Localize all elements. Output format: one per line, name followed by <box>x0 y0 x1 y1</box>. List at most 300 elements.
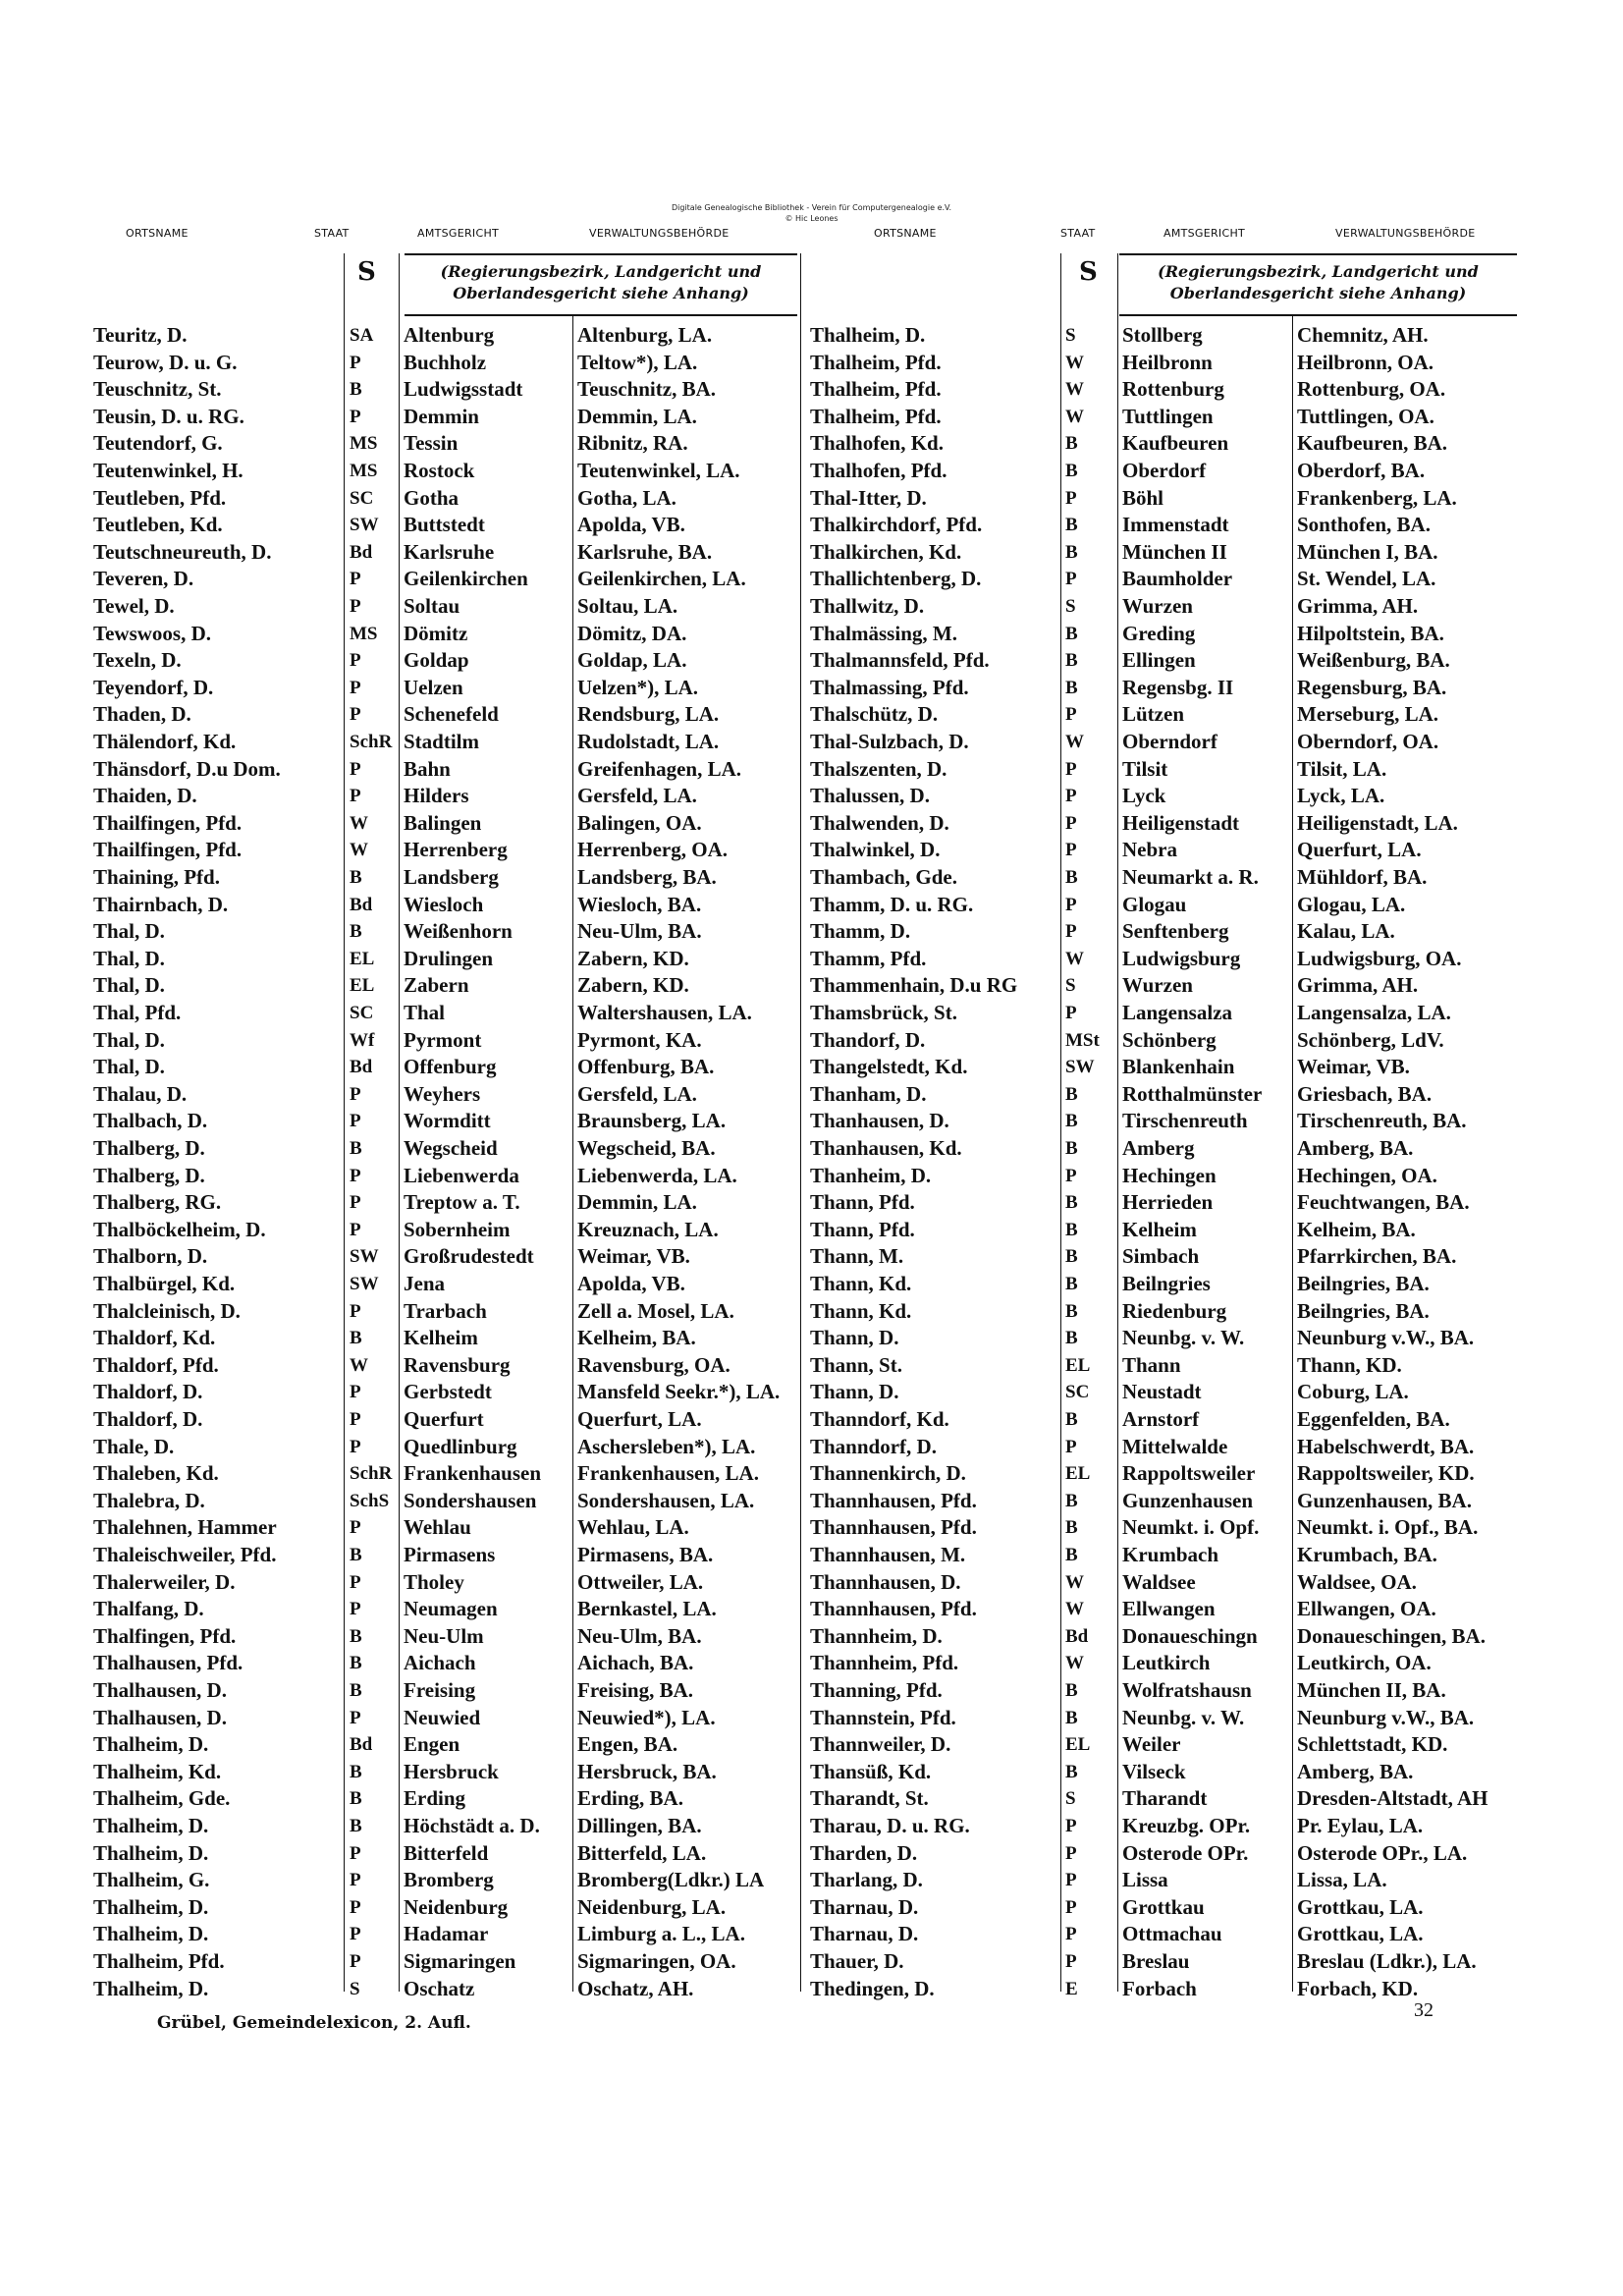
verwaltungsbehoerde-cell: Kreuznach, LA. <box>577 1217 719 1241</box>
verwaltungsbehoerde-cell: Uelzen*), LA. <box>577 675 699 699</box>
staat-cell: B <box>350 921 362 943</box>
verwaltungsbehoerde-cell: Querfurt, LA. <box>1297 838 1422 862</box>
staat-cell: W <box>1065 948 1084 969</box>
verwaltungsbehoerde-cell: Hersbruck, BA. <box>577 1759 717 1783</box>
staat-cell: P <box>1065 812 1077 834</box>
ortsname-cell: Thalau, D. <box>93 1081 188 1106</box>
verwaltungsbehoerde-cell: Apolda, VB. <box>577 513 685 537</box>
staat-cell: P <box>350 1436 361 1457</box>
ortsname-cell: Thanhausen, Kd. <box>810 1136 962 1160</box>
staat-cell: B <box>1065 867 1078 888</box>
ortsname-cell: Thalwenden, D. <box>810 810 949 835</box>
amtsgericht-cell: Engen <box>404 1732 460 1757</box>
staat-cell: B <box>1065 1246 1078 1268</box>
verwaltungsbehoerde-cell: Chemnitz, AH. <box>1297 323 1429 347</box>
amtsgericht-cell: Quedlinburg <box>404 1434 517 1458</box>
amtsgericht-cell: Thann <box>1122 1352 1181 1377</box>
amtsgericht-cell: Amberg <box>1122 1136 1195 1160</box>
staat-cell: B <box>1065 1545 1078 1565</box>
staat-cell: B <box>1065 1300 1078 1322</box>
amtsgericht-cell: Großrudestedt <box>404 1244 534 1269</box>
ortsname-cell: Teutschneureuth, D. <box>93 539 272 564</box>
staat-cell: P <box>350 1111 361 1132</box>
ortsname-cell: Thambach, Gde. <box>810 865 957 889</box>
verwaltungsbehoerde-cell: Neunburg v.W., BA. <box>1297 1705 1475 1729</box>
ortsname-cell: Thalheim, D. <box>810 323 926 347</box>
amtsgericht-cell: Kelheim <box>1122 1217 1197 1241</box>
verwaltungsbehoerde-cell: Zabern, KD. <box>577 973 689 998</box>
ortsname-cell: Thalheim, Pfd. <box>93 1949 225 1973</box>
amtsgericht-cell: Ravensburg <box>404 1352 511 1377</box>
header-staat-left: STAAT <box>314 227 350 240</box>
amtsgericht-cell: Neumkt. i. Opf. <box>1122 1515 1260 1540</box>
amtsgericht-cell: Waldsee <box>1122 1569 1196 1594</box>
verwaltungsbehoerde-cell: Querfurt, LA. <box>577 1407 702 1431</box>
ortsname-cell: Thamsbrück, St. <box>810 1001 957 1024</box>
staat-cell: B <box>1065 1274 1078 1294</box>
verwaltungsbehoerde-cell: München II, BA. <box>1297 1678 1446 1702</box>
verwaltungsbehoerde-cell: Waltershausen, LA. <box>577 1001 752 1024</box>
verwaltungsbehoerde-cell: Schönberg, LdV. <box>1297 1027 1444 1052</box>
staat-cell: B <box>1065 1328 1078 1349</box>
staat-cell: MS <box>350 623 378 644</box>
verwaltungsbehoerde-cell: Ludwigsburg, OA. <box>1297 946 1462 970</box>
ortsname-cell: Thalhausen, Pfd. <box>93 1651 243 1675</box>
ortsname-cell: Tharnau, D. <box>810 1894 919 1919</box>
amtsgericht-cell: Kelheim <box>404 1326 478 1350</box>
amtsgericht-cell: Ludwigsstadt <box>404 377 523 402</box>
ortsname-cell: Thaldorf, Kd. <box>93 1326 216 1350</box>
ortsname-cell: Texeln, D. <box>93 648 182 673</box>
amtsgericht-cell: Tharandt <box>1122 1786 1208 1811</box>
staat-cell: P <box>1065 1870 1077 1891</box>
verwaltungsbehoerde-cell: Zell a. Mosel, LA. <box>577 1298 734 1323</box>
verwaltungsbehoerde-cell: München I, BA. <box>1297 539 1438 564</box>
amtsgericht-cell: Landsberg <box>404 865 499 889</box>
verwaltungsbehoerde-cell: Ravensburg, OA. <box>577 1352 730 1377</box>
staat-cell: SW <box>350 515 379 536</box>
ortsname-cell: Thaleischweiler, Pfd. <box>93 1543 277 1566</box>
verwaltungsbehoerde-cell: Glogau, LA. <box>1297 892 1406 916</box>
amtsgericht-cell: Ludwigsburg <box>1122 946 1241 970</box>
verwaltungsbehoerde-cell: Beilngries, BA. <box>1297 1272 1430 1295</box>
amtsgericht-cell: Schenefeld <box>404 702 499 727</box>
staat-cell: S <box>1065 325 1076 346</box>
verwaltungsbehoerde-cell: Demmin, LA. <box>577 404 697 428</box>
verwaltungsbehoerde-cell: Weißenburg, BA. <box>1297 648 1450 673</box>
ortsname-cell: Thalcleinisch, D. <box>93 1298 241 1323</box>
ortsname-cell: Thalheim, D. <box>93 1922 209 1946</box>
amtsgericht-cell: Glogau <box>1122 892 1187 916</box>
verwaltungsbehoerde-cell: Lissa, LA. <box>1297 1868 1387 1892</box>
staat-cell: B <box>1065 1680 1078 1701</box>
staat-cell: MS <box>350 461 378 481</box>
ortsname-cell: Thalmässing, M. <box>810 621 957 645</box>
staat-cell: SchR <box>350 1463 393 1485</box>
ortsname-cell: Thalschütz, D. <box>810 702 939 727</box>
amtsgericht-cell: Liebenwerda <box>404 1163 519 1187</box>
staat-cell: SC <box>1065 1382 1090 1403</box>
staat-cell: SW <box>350 1274 379 1294</box>
staat-cell: P <box>350 1192 361 1214</box>
staat-cell: P <box>350 1599 361 1620</box>
verwaltungsbehoerde-cell: Teuschnitz, BA. <box>577 377 717 402</box>
verwaltungsbehoerde-cell: Gunzenhausen, BA. <box>1297 1488 1472 1512</box>
amtsgericht-cell: Sigmaringen <box>404 1949 516 1973</box>
amtsgericht-cell: Aichach <box>404 1651 476 1675</box>
ortsname-cell: Thalheim, G. <box>93 1868 210 1892</box>
subheader-note-line2-left: Oberlandesgericht siehe Anhang) <box>453 284 749 302</box>
verwaltungsbehoerde-cell: Weimar, VB. <box>577 1244 690 1269</box>
verwaltungsbehoerde-cell: Frankenberg, LA. <box>1297 485 1457 510</box>
verwaltungsbehoerde-cell: Griesbach, BA. <box>1297 1081 1433 1106</box>
amtsgericht-cell: Neuwied <box>404 1705 481 1729</box>
watermark-line-2: © Hic Leones <box>784 214 839 223</box>
staat-cell: P <box>350 758 361 780</box>
staat-cell: P <box>1065 1951 1077 1972</box>
ortsname-cell: Thann, St. <box>810 1352 902 1377</box>
amtsgericht-cell: Neidenburg <box>404 1894 509 1919</box>
staat-cell: Bd <box>1065 1625 1089 1647</box>
staat-cell: SC <box>350 1003 374 1023</box>
amtsgericht-cell: Kreuzbg. OPr. <box>1122 1814 1251 1837</box>
verwaltungsbehoerde-cell: Feuchtwangen, BA. <box>1297 1190 1470 1215</box>
amtsgericht-cell: Frankenhausen <box>404 1461 542 1486</box>
ortsname-cell: Thälendorf, Kd. <box>93 730 237 753</box>
amtsgericht-cell: Jena <box>404 1272 445 1295</box>
staat-cell: P <box>350 569 361 590</box>
amtsgericht-cell: Neunbg. v. W. <box>1122 1326 1245 1350</box>
staat-cell: W <box>1065 406 1084 427</box>
ortsname-cell: Thannheim, Pfd. <box>810 1651 959 1675</box>
amtsgericht-cell: Neumarkt a. R. <box>1122 865 1259 889</box>
staat-cell: EL <box>1065 1354 1091 1376</box>
ortsname-cell: Thann, D. <box>810 1380 899 1404</box>
verwaltungsbehoerde-cell: Rudolstadt, LA. <box>577 730 720 753</box>
staat-symbol-right: S <box>1079 257 1098 287</box>
verwaltungsbehoerde-cell: Langensalza, LA. <box>1297 1001 1451 1024</box>
amtsgericht-cell: Höchstädt a. D. <box>404 1814 540 1837</box>
amtsgericht-cell: Gunzenhausen <box>1122 1488 1254 1512</box>
ortsname-cell: Thalberg, D. <box>93 1136 205 1160</box>
amtsgericht-cell: Erding <box>404 1786 466 1811</box>
header-ortsname-left: ORTSNAME <box>126 227 189 240</box>
amtsgericht-cell: Rottenburg <box>1122 377 1224 402</box>
staat-cell: Bd <box>350 894 373 915</box>
amtsgericht-cell: Pyrmont <box>404 1027 482 1052</box>
staat-cell: B <box>1065 461 1078 481</box>
amtsgericht-cell: Tuttlingen <box>1122 404 1214 428</box>
amtsgericht-cell: Leutkirch <box>1122 1651 1211 1675</box>
verwaltungsbehoerde-cell: Zabern, KD. <box>577 946 689 970</box>
verwaltungsbehoerde-cell: Tirschenreuth, BA. <box>1297 1109 1467 1133</box>
ortsname-cell: Teutleben, Kd. <box>93 513 223 537</box>
verwaltungsbehoerde-cell: Schlettstadt, KD. <box>1297 1732 1448 1757</box>
verwaltungsbehoerde-cell: Neidenburg, LA. <box>577 1894 727 1919</box>
staat-cell: B <box>350 1625 362 1647</box>
staat-cell: P <box>350 677 361 698</box>
amtsgericht-cell: Bahn <box>404 756 451 781</box>
ortsname-cell: Thann, Pfd. <box>810 1190 915 1215</box>
verwaltungsbehoerde-cell: Wehlau, LA. <box>577 1515 689 1540</box>
staat-cell: P <box>350 704 361 726</box>
verwaltungsbehoerde-cell: Tilsit, LA. <box>1297 756 1387 781</box>
ortsname-cell: Thal, D. <box>93 919 165 944</box>
staat-cell: P <box>350 352 361 373</box>
amtsgericht-cell: Pirmasens <box>404 1543 496 1566</box>
ortsname-cell: Thalborn, D. <box>93 1244 208 1269</box>
verwaltungsbehoerde-cell: Neuwied*), LA. <box>577 1705 716 1729</box>
amtsgericht-cell: Simbach <box>1122 1244 1200 1269</box>
verwaltungsbehoerde-cell: Rappoltsweiler, KD. <box>1297 1461 1475 1486</box>
staat-cell: B <box>1065 433 1078 455</box>
verwaltungsbehoerde-cell: Aichach, BA. <box>577 1651 694 1675</box>
subheader-box-left <box>405 253 797 316</box>
ortsname-cell: Thalheim, D. <box>93 1814 209 1837</box>
staat-cell: W <box>1065 1599 1084 1620</box>
staat-cell: B <box>1065 541 1078 563</box>
rule-verwaltung-right <box>1292 314 1293 1992</box>
rule-middle <box>800 253 801 1992</box>
staat-cell: B <box>1065 1192 1078 1214</box>
verwaltungsbehoerde-cell: Beilngries, BA. <box>1297 1298 1430 1323</box>
verwaltungsbehoerde-cell: Wegscheid, BA. <box>577 1136 716 1160</box>
page-number: 32 <box>1414 1999 1434 2021</box>
staat-cell: B <box>350 1761 362 1782</box>
verwaltungsbehoerde-cell: Coburg, LA. <box>1297 1380 1409 1404</box>
verwaltungsbehoerde-cell: Offenburg, BA. <box>577 1055 715 1079</box>
amtsgericht-cell: Heilbronn <box>1122 350 1213 374</box>
verwaltungsbehoerde-cell: Goldap, LA. <box>577 648 687 673</box>
verwaltungsbehoerde-cell: Breslau (Ldkr.), LA. <box>1297 1949 1477 1973</box>
amtsgericht-cell: Stadtilm <box>404 730 480 753</box>
watermark-line-1: Digitale Genealogische Bibliothek - Verein für Computergenealogie e.V. <box>671 203 952 212</box>
verwaltungsbehoerde-cell: Regensburg, BA. <box>1297 675 1447 699</box>
staat-cell: P <box>1065 894 1077 915</box>
ortsname-cell: Teuritz, D. <box>93 323 188 347</box>
amtsgericht-cell: Drulingen <box>404 946 494 970</box>
ortsname-cell: Tharden, D. <box>810 1840 918 1865</box>
verwaltungsbehoerde-cell: Lyck, LA. <box>1297 784 1385 808</box>
verwaltungsbehoerde-cell: Amberg, BA. <box>1297 1136 1414 1160</box>
verwaltungsbehoerde-cell: Oberdorf, BA. <box>1297 459 1426 482</box>
ortsname-cell: Thalhofen, Pfd. <box>810 459 947 482</box>
verwaltungsbehoerde-cell: Ellwangen, OA. <box>1297 1597 1436 1621</box>
amtsgericht-cell: Rotthalmünster <box>1122 1081 1263 1106</box>
verwaltungsbehoerde-cell: Landsberg, BA. <box>577 865 717 889</box>
ortsname-cell: Thauer, D. <box>810 1949 904 1973</box>
amtsgericht-cell: Riedenburg <box>1122 1298 1227 1323</box>
amtsgericht-cell: Lyck <box>1122 784 1166 808</box>
amtsgericht-cell: Immenstadt <box>1122 513 1229 537</box>
amtsgericht-cell: Buttstedt <box>404 513 485 537</box>
staat-cell: S <box>1065 1788 1076 1810</box>
verwaltungsbehoerde-cell: Grottkau, LA. <box>1297 1894 1424 1919</box>
amtsgericht-cell: Stollberg <box>1122 323 1203 347</box>
ortsname-cell: Thalfang, D. <box>93 1597 204 1621</box>
ortsname-cell: Thaden, D. <box>93 702 191 727</box>
amtsgericht-cell: Trarbach <box>404 1298 487 1323</box>
staat-cell: P <box>350 406 361 427</box>
verwaltungsbehoerde-cell: Grimma, AH. <box>1297 973 1419 998</box>
header-ortsname-right: ORTSNAME <box>874 227 937 240</box>
verwaltungsbehoerde-cell: Osterode OPr., LA. <box>1297 1840 1468 1865</box>
footer-source: Grübel, Gemeindelexicon, 2. Aufl. <box>157 2013 471 2033</box>
ortsname-cell: Thann, Kd. <box>810 1298 912 1323</box>
staat-cell: EL <box>350 948 375 969</box>
rule-amtsgericht-right <box>1117 253 1118 1992</box>
staat-cell: P <box>350 1165 361 1186</box>
ortsname-cell: Thammenhain, D.u RG <box>810 973 1018 998</box>
staat-cell: B <box>1065 1761 1078 1782</box>
ortsname-cell: Thalszenten, D. <box>810 756 947 781</box>
header-amtsgericht-right: AMTSGERICHT <box>1163 227 1246 240</box>
staat-cell: P <box>350 1300 361 1322</box>
verwaltungsbehoerde-cell: Geilenkirchen, LA. <box>577 567 746 591</box>
staat-cell: B <box>350 1816 362 1836</box>
amtsgericht-cell: Sondershausen <box>404 1488 537 1512</box>
amtsgericht-cell: Weißenhorn <box>404 919 513 944</box>
amtsgericht-cell: Böhl <box>1122 485 1164 510</box>
staat-cell: MSt <box>1065 1029 1100 1051</box>
staat-cell: EL <box>1065 1734 1091 1756</box>
ortsname-cell: Thalkirchen, Kd. <box>810 539 962 564</box>
staat-cell: P <box>350 650 361 672</box>
staat-cell: P <box>1065 1842 1077 1864</box>
ortsname-cell: Thaleben, Kd. <box>93 1461 219 1486</box>
ortsname-cell: Thalkirchdorf, Pfd. <box>810 513 983 537</box>
ortsname-cell: Teusin, D. u. RG. <box>93 404 244 428</box>
ortsname-cell: Thaldorf, D. <box>93 1407 203 1431</box>
verwaltungsbehoerde-cell: Neumkt. i. Opf., BA. <box>1297 1515 1479 1540</box>
amtsgericht-cell: Balingen <box>404 810 482 835</box>
verwaltungsbehoerde-cell: Forbach, KD. <box>1297 1976 1419 2000</box>
ortsname-cell: Thaldorf, D. <box>93 1380 203 1404</box>
amtsgericht-cell: Senftenberg <box>1122 919 1229 944</box>
verwaltungsbehoerde-cell: Kelheim, BA. <box>1297 1217 1416 1241</box>
rule-amtsgericht-left <box>399 253 400 1992</box>
ortsname-cell: Thalmassing, Pfd. <box>810 675 969 699</box>
amtsgericht-cell: Geilenkirchen <box>404 567 528 591</box>
ortsname-cell: Tharandt, St. <box>810 1786 929 1811</box>
verwaltungsbehoerde-cell: Donaueschingen, BA. <box>1297 1623 1486 1648</box>
verwaltungsbehoerde-cell: Grimma, AH. <box>1297 594 1419 618</box>
staat-cell: P <box>350 596 361 617</box>
ortsname-cell: Thannhausen, Pfd. <box>810 1488 977 1512</box>
amtsgericht-cell: Weyhers <box>404 1081 481 1106</box>
verwaltungsbehoerde-cell: Bitterfeld, LA. <box>577 1840 707 1865</box>
staat-cell: P <box>1065 758 1077 780</box>
ortsname-cell: Tewel, D. <box>93 594 175 618</box>
rule-staat-left <box>344 253 345 1992</box>
amtsgericht-cell: Wegscheid <box>404 1136 498 1160</box>
staat-cell: P <box>1065 704 1077 726</box>
verwaltungsbehoerde-cell: Eggenfelden, BA. <box>1297 1407 1450 1431</box>
ortsname-cell: Thann, M. <box>810 1244 904 1269</box>
staat-cell: B <box>1065 650 1078 672</box>
staat-cell: P <box>1065 840 1077 861</box>
ortsname-cell: Thallwitz, D. <box>810 594 925 618</box>
verwaltungsbehoerde-cell: Demmin, LA. <box>577 1190 697 1215</box>
ortsname-cell: Thalerweiler, D. <box>93 1569 236 1594</box>
header-staat-right: STAAT <box>1060 227 1096 240</box>
amtsgericht-cell: Altenburg <box>404 323 495 347</box>
ortsname-cell: Thal, D. <box>93 1027 165 1052</box>
verwaltungsbehoerde-cell: Limburg a. L., LA. <box>577 1922 745 1946</box>
staat-cell: W <box>1065 1571 1084 1593</box>
amtsgericht-cell: Osterode OPr. <box>1122 1840 1249 1865</box>
amtsgericht-cell: Neustadt <box>1122 1380 1202 1404</box>
amtsgericht-cell: Herrieden <box>1122 1190 1214 1215</box>
amtsgericht-cell: Baumholder <box>1122 567 1233 591</box>
staat-cell: W <box>350 812 368 834</box>
verwaltungsbehoerde-cell: Amberg, BA. <box>1297 1759 1414 1783</box>
ortsname-cell: Thalheim, D. <box>93 1840 209 1865</box>
amtsgericht-cell: Wurzen <box>1122 594 1193 618</box>
amtsgericht-cell: Neu-Ulm <box>404 1623 484 1648</box>
staat-cell: B <box>1065 1707 1078 1728</box>
staat-cell: B <box>350 1653 362 1674</box>
amtsgericht-cell: Lissa <box>1122 1868 1168 1892</box>
verwaltungsbehoerde-cell: Kalau, LA. <box>1297 919 1395 944</box>
verwaltungsbehoerde-cell: Gersfeld, LA. <box>577 784 697 808</box>
amtsgericht-cell: Wehlau <box>404 1515 471 1540</box>
ortsname-cell: Thailfingen, Pfd. <box>93 810 243 835</box>
ortsname-cell: Teutenwinkel, H. <box>93 459 243 482</box>
staat-cell: P <box>350 1707 361 1728</box>
amtsgericht-cell: Kaufbeuren <box>1122 431 1229 456</box>
ortsname-cell: Thalebra, D. <box>93 1488 205 1512</box>
amtsgericht-cell: Hersbruck <box>404 1759 499 1783</box>
ortsname-cell: Thanham, D. <box>810 1081 927 1106</box>
staat-cell: P <box>1065 1003 1077 1023</box>
amtsgericht-cell: Buchholz <box>404 350 487 374</box>
ortsname-cell: Thann, Pfd. <box>810 1217 915 1241</box>
staat-cell: W <box>1065 732 1084 752</box>
ortsname-cell: Thann, D. <box>810 1326 899 1350</box>
ortsname-cell: Thalmannsfeld, Pfd. <box>810 648 990 673</box>
verwaltungsbehoerde-cell: Oberndorf, OA. <box>1297 730 1439 753</box>
verwaltungsbehoerde-cell: Rottenburg, OA. <box>1297 377 1446 402</box>
staat-cell: B <box>1065 677 1078 698</box>
verwaltungsbehoerde-cell: Kaufbeuren, BA. <box>1297 431 1448 456</box>
verwaltungsbehoerde-cell: Pfarrkirchen, BA. <box>1297 1244 1457 1269</box>
ortsname-cell: Thänsdorf, D.u Dom. <box>93 756 281 781</box>
staat-cell: B <box>350 1788 362 1810</box>
staat-cell: EL <box>1065 1463 1091 1485</box>
verwaltungsbehoerde-cell: Engen, BA. <box>577 1732 678 1757</box>
ortsname-cell: Thalberg, RG. <box>93 1190 222 1215</box>
staat-cell: W <box>1065 352 1084 373</box>
amtsgericht-cell: Wiesloch <box>404 892 484 916</box>
ortsname-cell: Thalberg, D. <box>93 1163 205 1187</box>
staat-cell: W <box>1065 379 1084 401</box>
amtsgericht-cell: Grottkau <box>1122 1894 1205 1919</box>
ortsname-cell: Thanndorf, Kd. <box>810 1407 949 1431</box>
amtsgericht-cell: Soltau <box>404 594 460 618</box>
verwaltungsbehoerde-cell: Teutenwinkel, LA. <box>577 459 740 482</box>
amtsgericht-cell: Uelzen <box>404 675 463 699</box>
staat-cell: B <box>1065 1219 1078 1240</box>
amtsgericht-cell: Nebra <box>1122 838 1177 862</box>
staat-symbol-left: S <box>357 257 376 287</box>
amtsgericht-cell: Thal <box>404 1001 446 1024</box>
verwaltungsbehoerde-cell: Bernkastel, LA. <box>577 1597 717 1621</box>
verwaltungsbehoerde-cell: Freising, BA. <box>577 1678 694 1702</box>
verwaltungsbehoerde-cell: Pyrmont, KA. <box>577 1027 702 1052</box>
ortsname-cell: Thann, Kd. <box>810 1272 912 1295</box>
staat-cell: P <box>350 1571 361 1593</box>
